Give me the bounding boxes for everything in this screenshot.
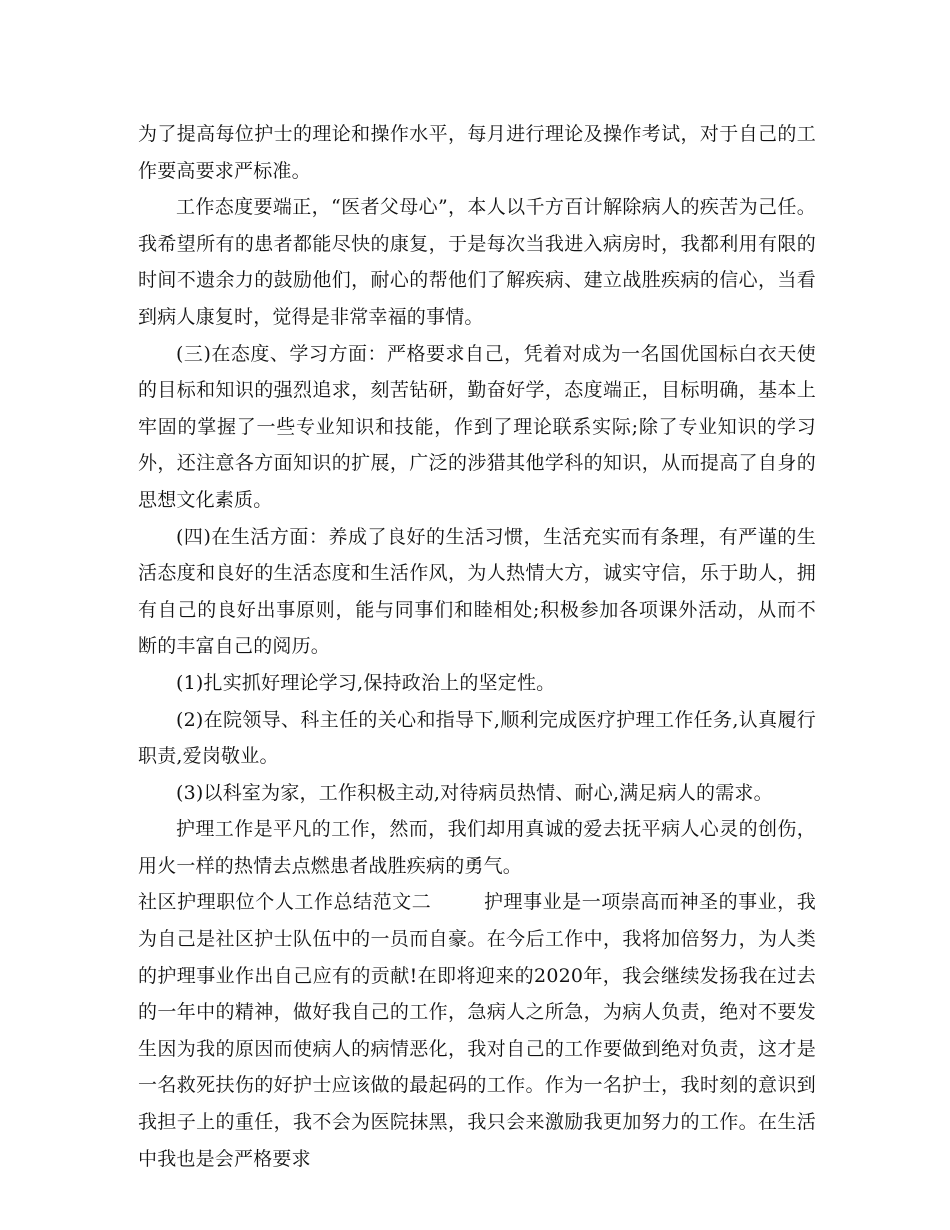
- section-paragraph: [138, 884, 816, 1177]
- paragraph-1: 为了提高每位护士的理论和操作水平，每月进行理论及操作考试，对于自己的工作要高要求严标准。: [138, 123, 816, 182]
- paragraph-7: (3)以科室为家，工作积极主动,对待病员热情、耐心,满足病人的需求。: [176, 781, 773, 804]
- document-body: [138, 116, 816, 1177]
- section-title: 社区护理职位个人工作总结范文二: [138, 891, 432, 914]
- paragraph-5: (1)扎实抓好理论学习,保持政治上的坚定性。: [176, 671, 556, 694]
- paragraph-6: (2)在院领导、科主任的关心和指导下,顺利完成医疗护理工作任务,认真履行职责,爱岗敬业。: [138, 708, 816, 768]
- paragraph-2: 工作态度要端正，“医者父母心”，本人以千方百计解除病人的疾苦为己任。我希望所有的患者都能尽快的康复，于是每次当我进入病房时，我都利用有限的时间不遗余力的鼓励他们，耐心的帮他们了解疾病、建立战胜疾病的信心，当看到病人康复时，觉得是非常幸福的事情。: [138, 196, 816, 328]
- section-text: 护理事业是一项崇高而神圣的事业，我为自己是社区护士队伍中的一员而自豪。在今后工作中，我将加倍努力，为人类的护理事业作出自己应有的贡献!在即将迎来的2020年，我会继续发扬我在过去的一年中的精神，做好我自己的工作，急病人之所急，为病人负责，绝对不要发生因为我的原因而使病人的病情恶化，我对自己的工作要做到绝对负责，这才是一名救死扶伤的好护士应该做的最起码的工作。作为一名护士，我时刻的意识到我担子上的重任，我不会为医院抹黑，我只会来激励我更加努力的工作。在生活中我也是会严格要求: [138, 891, 816, 1170]
- section-gap: [431, 891, 484, 913]
- paragraph-4: (四)在生活方面：养成了良好的生活习惯，生活充实而有条理，有严谨的生活态度和良好的生活态度和生活作风，为人热情大方，诚实守信，乐于助人，拥有自己的良好出事原则，能与同事们和睦相处;积极参加各项课外活动，从而不断的丰富自己的阅历。: [138, 525, 816, 658]
- paragraph-3: (三)在态度、学习方面：严格要求自己，凭着对成为一名国优国标白衣天使的目标和知识的强烈追求，刻苦钻研，勤奋好学，态度端正，目标明确，基本上牢固的掌握了一些专业知识和技能，作到了理论联系实际;除了专业知识的学习外，还注意各方面知识的扩展，广泛的涉猎其他学科的知识，从而提高了自身的思想文化素质。: [138, 342, 816, 511]
- paragraph-8: 护理工作是平凡的工作，然而，我们却用真诚的爱去抚平病人心灵的创伤，用火一样的热情去点燃患者战胜疾病的勇气。: [138, 818, 816, 877]
